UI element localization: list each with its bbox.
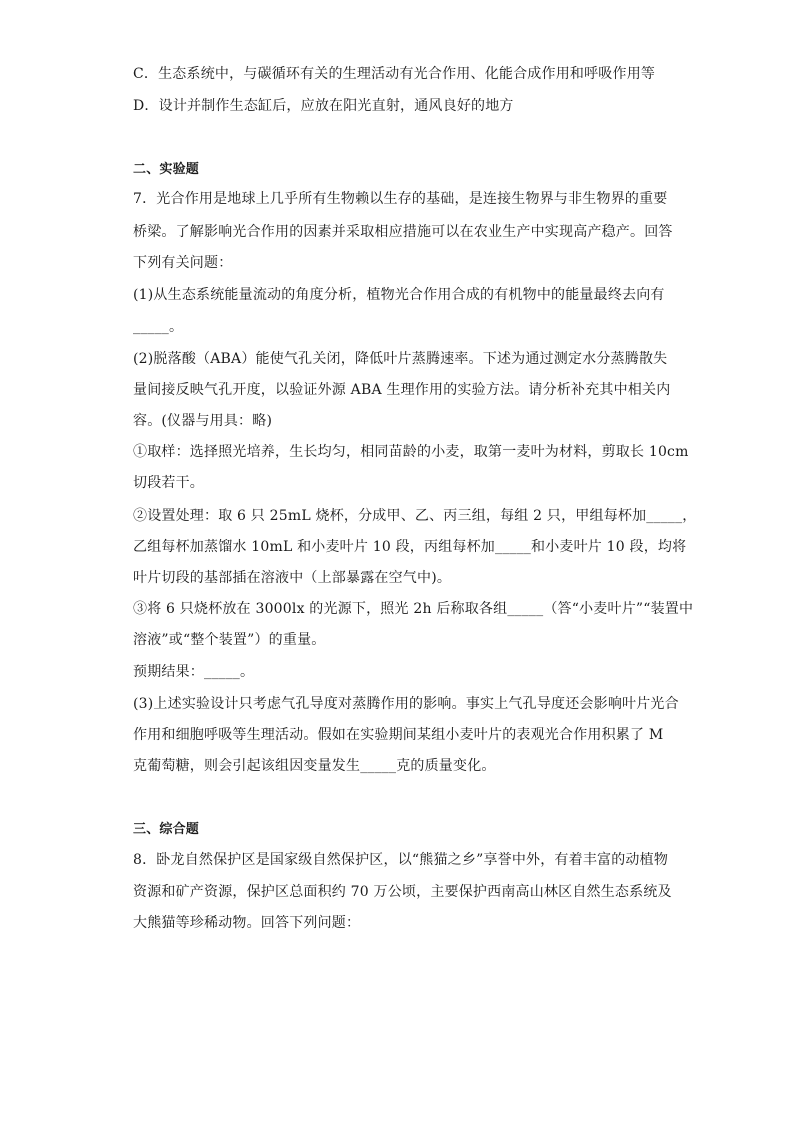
q7-line-13: 叶片切段的基部插在溶液中（上部暴露在空气中)。 <box>133 570 452 586</box>
q8-line-2: 资源和矿产资源，保护区总面积约 70 万公顷，主要保护西南高山林区自然生态系统及 <box>133 884 672 900</box>
q7-line-19: 克葡萄糖，则会引起该组因变量发生_____克的质量变化。 <box>133 758 496 774</box>
q7-line-16: 预期结果：_____。 <box>133 664 255 680</box>
q7-line-8: 容。(仪器与用具：略) <box>133 413 273 429</box>
q7-line-6: (2)脱落酸（ABA）能使气孔关闭，降低叶片蒸腾速率。下述为通过测定水分蒸腾散失 <box>133 351 668 367</box>
option-c: C．生态系统中，与碳循环有关的生理活动有光合作用、化能合成作用和呼吸作用等 <box>133 66 656 82</box>
q7-line-10: 切段若干。 <box>133 475 204 491</box>
q7-line-11: ②设置处理：取 6 只 25mL 烧杯，分成甲、乙、丙三组，每组 2 只，甲组每杯加_____， <box>133 508 697 524</box>
q7-line-5: _____。 <box>133 319 184 335</box>
option-d: D．设计并制作生态缸后，应放在阳光直射，通风良好的地方 <box>133 98 514 114</box>
q7-line-9: ①取样：选择照光培养，生长均匀，相同苗龄的小麦，取第一麦叶为材料，剪取长 10cm <box>133 444 689 460</box>
q7-line-15: 溶液”或“整个装置”）的重量。 <box>133 632 326 648</box>
q7-line-7: 量间接反映气孔开度，以验证外源 ABA 生理作用的实验方法。请分析补充其中相关内 <box>133 382 671 398</box>
section-heading-comprehensive: 三、综合题 <box>133 822 200 837</box>
q7-line-4: (1)从生态系统能量流动的角度分析，植物光合作用合成的有机物中的能量最终去向有 <box>133 287 665 303</box>
q7-line-3: 下列有关问题： <box>133 255 233 271</box>
q8-line-3: 大熊猫等珍稀动物。回答下列问题： <box>133 915 361 931</box>
q7-line-1: 7．光合作用是地球上几乎所有生物赖以生存的基础，是连接生物界与非生物界的重要 <box>133 191 668 207</box>
q7-line-12: 乙组每杯加蒸馏水 10mL 和小麦叶片 10 段，丙组每杯加_____和小麦叶片 10 段，均将 <box>133 539 687 555</box>
q7-line-18: 作用和细胞呼吸等生理活动。假如在实验期间某组小麦叶片的表观光合作用积累了 M <box>133 727 664 743</box>
section-heading-experiment: 二、实验题 <box>133 162 200 177</box>
q7-line-2: 桥梁。了解影响光合作用的因素并采取相应措施可以在农业生产中实现高产稳产。回答 <box>133 224 673 240</box>
q7-line-14: ③将 6 只烧杯放在 3000lx 的光源下，照光 2h 后称取各组_____（答“小麦叶片”“装置中 <box>133 601 694 617</box>
q7-line-17: (3)上述实验设计只考虑气孔导度对蒸腾作用的影响。事实上气孔导度还会影响叶片光合 <box>133 696 679 712</box>
q8-line-1: 8．卧龙自然保护区是国家级自然保护区，以“熊猫之乡”享誉中外，有着丰富的动植物 <box>133 852 669 868</box>
